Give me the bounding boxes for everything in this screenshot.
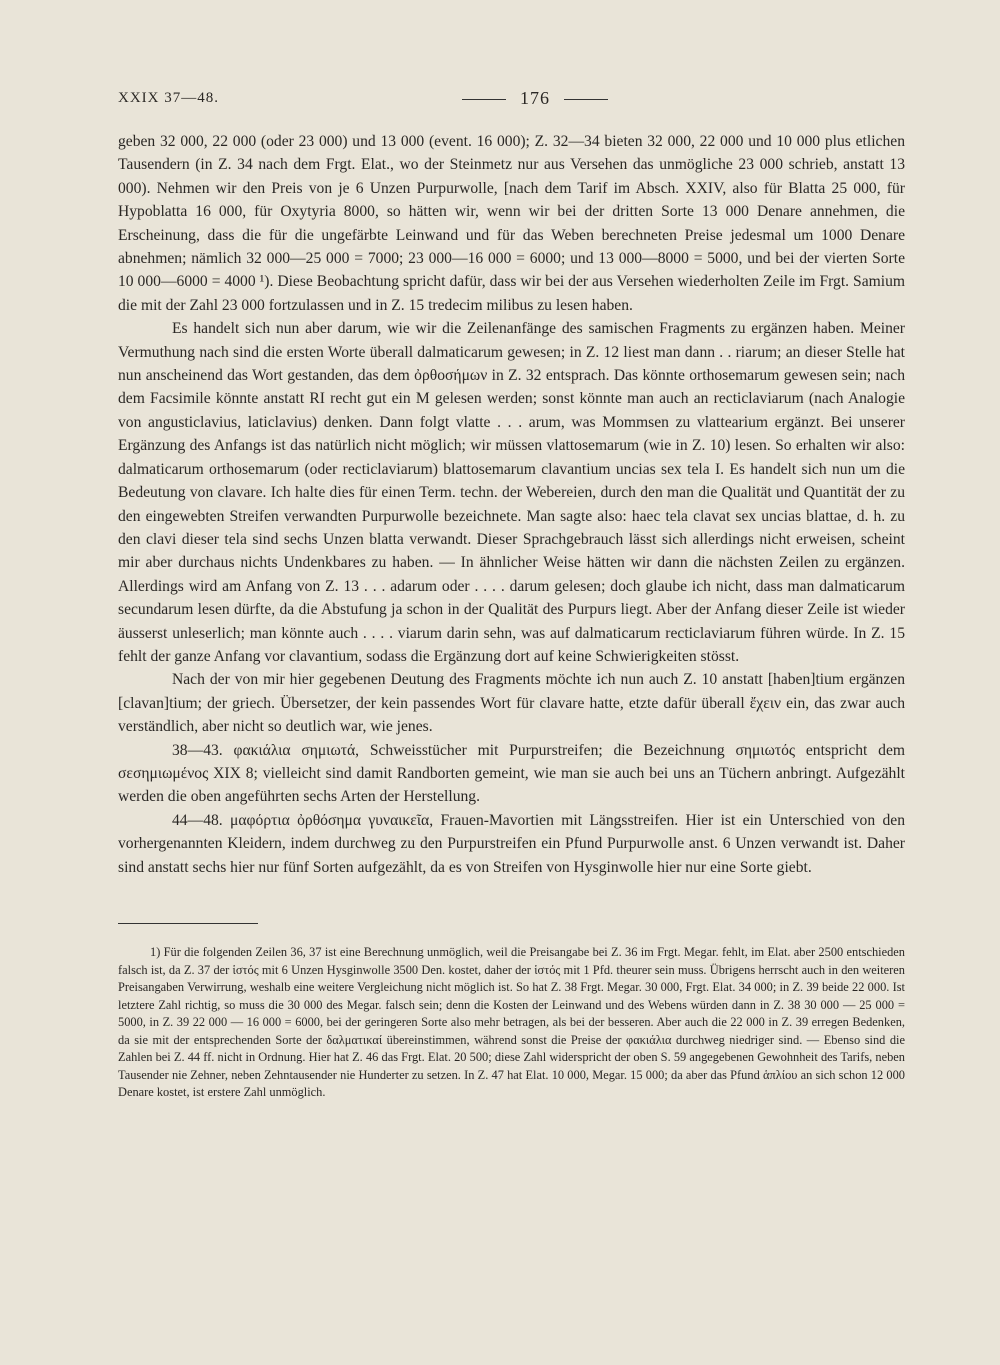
footnote-divider [118, 923, 258, 924]
section-reference: XXIX 37—48. [118, 90, 219, 106]
paragraph-5: 44—48. μαφόρτια ὀρθόσημα γυναικεῖα, Frauen-Mavortien mit Längsstreifen. Hier ist ein Unterschied von den vorhergenannten Kleidern, indem durchweg zu den Purpurstreifen ein Pfund Purpurwolle anst. 6 Unzen verwandt ist. Daher sind anstatt sechs hier nur fünf Sorten aufgezählt, da es von Streifen von Hysginwolle hier nur eine Sorte giebt. [118, 811, 905, 876]
footnote-1: 1) Für die folgenden Zeilen 36, 37 ist eine Berechnung unmöglich, weil die Preisangabe bei Z. 36 im Frgt. Megar. fehlt, im Elat. aber 2500 entschieden falsch ist, da Z. 37 der ἱστός mit 6 Unzen Hysginwolle 3500 Den. kostet, daher der ἱστός mit 1 Pfd. theurer sein muss. Übrigens herrscht auch in den weiteren Preisangaben Verwirrung, weshalb eine weitere Vergleichung nicht möglich ist. So hat Z. 38 Frgt. Megar. 30 000, Frgt. Elat. 34 000; in Z. 39 beide 22 000. Ist letztere Zahl richtig, so muss die 30 000 des Megar. falsch sein; denn die Kosten der Leinwand und des Webens würden dann in Z. 38 30 000 — 25 000 = 5000, in Z. 39 22 000 — 16 000 = 6000, bei der geringeren Sorte also mehr betragen, als bei der besseren. Aber auch die 22 000 in Z. 39 erregen Bedenken, da sie mit der entsprechenden Sorte der δαλματικαί übereinstimmen, während sonst die Preise der φακιάλια durchweg niedriger sind. — Ebenso sind die Zahlen bei Z. 44 ff. nicht in Ordnung. Hier hat Z. 46 das Frgt. Elat. 20 500; diese Zahl widerspricht der oben S. 59 angegebenen Gewohnheit des Tarifs, neben Tausender nie Zehner, neben Zehntausender nie Hunderter zu setzen. In Z. 47 hat Elat. 10 000, Megar. 15 000; da aber das Pfund ἁπλίου an sich schon 12 000 Denare kostet, ist erstere Zahl unmöglich. [118, 945, 905, 1099]
footnote [118, 944, 905, 1102]
paragraph-4: 38—43. φακιάλια σημιωτά, Schweisstücher mit Purpurstreifen; die Bezeichnung σημιωτός entspricht dem σεσημιωμένος XIX 8; vielleicht sind damit Randborten gemeint, wie man sie auch bei uns an Tüchern anbringt. Aufgezählt werden die oben angeführten sechs Arten der Herstellung. [118, 741, 905, 806]
paragraph-3: Nach der von mir hier gegebenen Deutung des Fragments möchte ich nun auch Z. 10 anstatt [haben]tium ergänzen [clavan]tium; der griech. Übersetzer, der kein passendes Wort für clavare hatte, etzte dafür überall ἔχειν ein, das zwar auch verständlich, aber nicht so deutlich war, wie jenes. [118, 671, 905, 736]
paragraph-2: Es handelt sich nun aber darum, wie wir die Zeilenanfänge des samischen Fragments zu ergänzen haben. Meiner Vermuthung nach sind die ersten Worte überall dalmaticarum gewesen; in Z. 12 liest man dann . . riarum; an dieser Stelle hat nun anscheinend das Wort gestanden, das dem ὀρθοσήμων in Z. 32 entsprach. Das könnte orthosemarum gewesen sein; nach dem Facsimile könnte anstatt RI recht gut ein M gelesen werden; sonst könnte man auch an recticlaviarum (nach Analogie von angusticlavius, laticlavius) denken. Dann folgt vlatte . . . arum, was Mommsen zu vlattearium ergänzt. Bei unserer Ergänzung des Anfangs ist das natürlich nicht möglich; wir müssen vlattosemarum (wie in Z. 10) lesen. So erhalten wir also: dalmaticarum orthosemarum (oder recticlaviarum) blattosemarum clavantium uncias sex tela I. Es handelt sich nun um die Bedeutung von clavare. Ich halte dies für einen Term. techn. der Webereien, durch den man die Qualität und Quantität der zu den eingewebten Streifen verwandten Purpurwolle bezeichnete. Man sagte also: haec tela clavat sex uncias blattae, d. h. zu den clavi dieser tela sind sechs Unzen blatta verwandt. Dieser Sprachgebrauch lässt sich allerdings nicht erweisen, scheint mir aber durchaus nichts Undenkbares zu haben. — In ähnlicher Weise hätten wir dann die nächsten Zeilen zu ergänzen. Allerdings wird am Anfang von Z. 13 . . . adarum oder . . . . darum gelesen; doch glaube ich nicht, dass man dalmaticarum secundarum lesen dürfte, da die Abstufung ja schon in der Qualität des Purpurs liegt. Aber der Anfang dieser Zeile ist wieder äusserst unleserlich; man könnte auch . . . . viarum darin sehn, was auf dalmaticarum recticlaviarum führen würde. In Z. 15 fehlt der ganze Anfang vor clavantium, sodass die Ergänzung dort auf keine Schwierigkeiten stösst. [118, 320, 905, 665]
main-text [118, 130, 905, 879]
page-number: 176 [448, 88, 622, 109]
paragraph-1: geben 32 000, 22 000 (oder 23 000) und 13 000 (event. 16 000); Z. 32—34 bieten 32 000, 22 000 und 10 000 plus etlichen Tausendern (in Z. 34 nach dem Frgt. Elat., wo der Steinmetz nur aus Versehen das unmögliche 23 000 schrieb, anstatt 13 000). Nehmen wir den Preis von je 6 Unzen Purpurwolle, [nach dem Tarif im Absch. XXIV, also für Blatta 25 000, für Hypoblatta 16 000, für Oxytyria 8000, so hätten wir, wenn wir bei der dritten Sorte 13 000 Denare annehmen, die Erscheinung, dass die für die ungefärbte Leinwand und für das Weben berechneten Preise jedesmal um 1000 Denare abnehmen; nämlich 32 000—25 000 = 7000; 23 000—16 000 = 6000; und 13 000—8000 = 5000, und bei der vierten Sorte 10 000—6000 = 4000 ¹). Diese Beobachtung spricht dafür, dass wir bei der aus Versehen wiederholten Zeile im Frgt. Samium die mit der Zahl 23 000 fortzulassen und in Z. 15 tredecim milibus zu lesen haben. [118, 133, 905, 314]
running-head [118, 90, 905, 120]
